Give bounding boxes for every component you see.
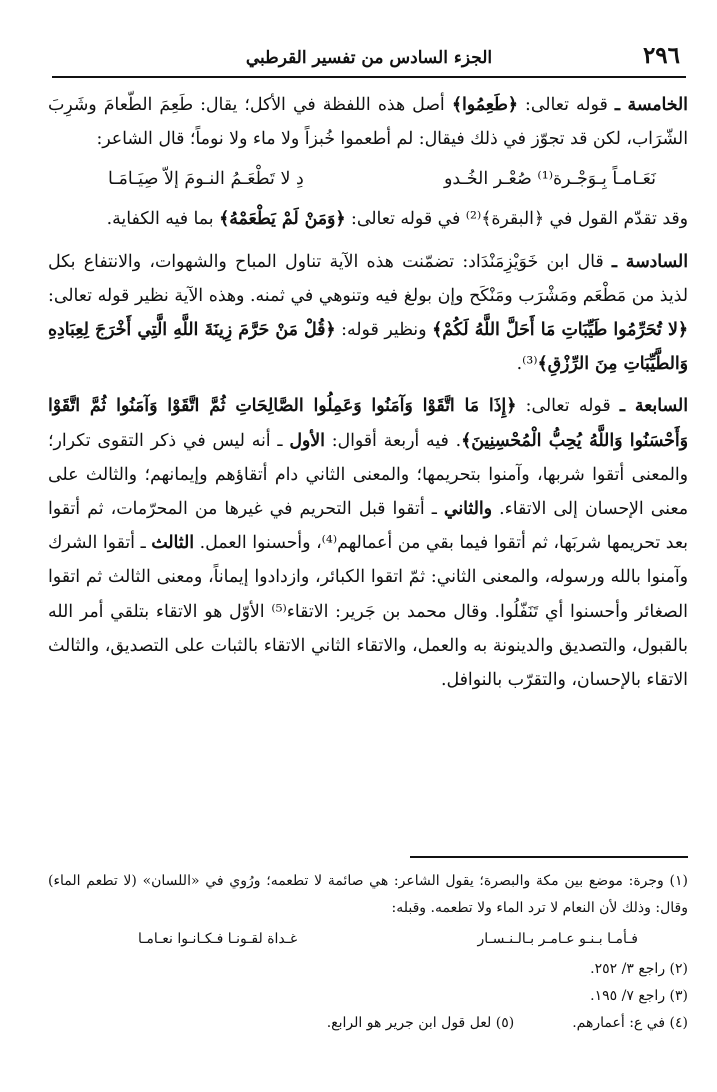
footnote-4: (٤) في ع: أعمارهم. (572, 1015, 688, 1031)
poem-first-hemistich: فـأمـا بـنـو عـامـر بـالـنـسـار (477, 930, 638, 947)
section-7-label: السابعة ـ (619, 396, 688, 417)
footnote-1: (١) وجرة: موضع بين مكة والبصرة؛ يقول الشاعر: هي صائمة لا تطعمه؛ ورُوي في «اللسان» (لا تطعم الماء) وقال: وذلك لأن النعام لا ترد الماء ولا تطعمه. وقبله: (48, 873, 688, 916)
running-title: الجزء السادس من تفسير القرطبي (245, 48, 493, 68)
quran-quote: ﴿وَمَنْ لَمْ يَطْعَمْهُ﴾ (219, 209, 346, 230)
opinion-third-label: الثالث (151, 533, 195, 554)
verse-second-hemistich: دِ لا تَطْعَـمُ النـومَ إلاّ صِيَـامَـا (108, 169, 304, 190)
footnote-separator (410, 856, 688, 858)
page-header (52, 40, 686, 78)
section-6-paragraph: السادسة ـ قال ابن خَوَيْزِمَنْدَاد: تضمّنت هذه الآية تناول المباح والشهوات، والانتفاع بكل لذيذ من مَطْعَم ومَشْرَب ومَنْكَح وإن بولغ فيه وتنوهي في ثمنه. وهذه الآية نظير قوله تعالى: ﴿لا تُحَرِّمُوا طَيِّبَاتِ مَا أَحَلَّ اللَّهُ لَكُمْ﴾ ونظير قوله: ﴿قُلْ مَنْ حَرَّمَ زِينَةَ اللَّهِ الَّتِي أَخْرَجَ لِعِبَادِهِ وَالطَّيِّبَاتِ مِنَ الرِّزْقِ﴾⁽³⁾. (48, 251, 689, 375)
section-5-paragraph: الخامسة ـ قوله تعالى: ﴿طَعِمُوا﴾ أصل هذه اللفظة في الأكل؛ يقال: طَعِمَ الطّعامَ وشَرِبَ الشّرَاب، لكن قد تجوّز في ذلك فيقال: لم أطعموا خُبزاً ولا ماء ولا نوماً؛ قال الشاعر: (48, 95, 688, 150)
section-5-continuation: وقد تقدّم القول في ﴿البقرة﴾⁽²⁾ في قوله تعالى: ﴿وَمَنْ لَمْ يَطْعَمْهُ﴾ بما فيه الكفاية. (106, 209, 688, 230)
page-number: ٢٩٦ (642, 42, 680, 69)
section-5-label: الخامسة ـ (614, 95, 688, 115)
quran-quote: ﴿قُلْ مَنْ حَرَّمَ زِينَةَ اللَّهِ الَّتِي أَخْرَجَ لِعِبَادِهِ وَالطَّيِّبَاتِ مِنَ الرِّزْقِ﴾ (48, 320, 688, 375)
main-text (48, 88, 688, 697)
footnote-5: (٥) لعل قول ابن جرير هو الرابع. (326, 1015, 515, 1031)
quran-quote: ﴿إِذَا مَا اتَّقَوْا وَآمَنُوا وَعَمِلُوا الصَّالِحَاتِ ثُمَّ اتَّقَوْا وَآمَنُوا ثُمَّ اتَّقَوْا وَأَحْسَنُوا وَاللَّهُ يُحِبُّ الْمُحْسِنِينَ﴾ (48, 396, 688, 451)
footnotes (48, 868, 688, 1037)
section-7-paragraph: السابعة ـ قوله تعالى: ﴿إِذَا مَا اتَّقَوْا وَآمَنُوا وَعَمِلُوا الصَّالِحَاتِ ثُمَّ اتَّقَوْا وَآمَنُوا ثُمَّ اتَّقَوْا وَأَحْسَنُوا وَاللَّهُ يُحِبُّ الْمُحْسِنِينَ﴾. فيه أربعة أقوال: الأول ـ أنه ليس في ذكر التقوى تكرار؛ والمعنى أتقوا شربها، وآمنوا بتحريمها؛ والمعنى الثاني دام أتقاؤهم وإيمانهم؛ والثالث على معنى الإحسان إلى الاتقاء. والثاني ـ أتقوا قبل التحريم في غيرها من المحرّمات، ثم أتقوا بعد تحريمها شربَها، ثم أتقوا فيما بقي من أعمالهم⁽⁴⁾، وأحسنوا العمل. الثالث ـ أتقوا الشرك وآمنوا بالله ورسوله، والمعنى الثاني: ثمّ اتقوا الكبائر، وازدادوا إيماناً، ومعنى الثالث ثم اتقوا الصغائر وأحسنوا أي تَنَفّلُوا. وقال محمد بن جَرير: الاتقاء⁽⁵⁾ الأوّل هو الاتقاء بتلقي أمر الله بالقبول، والتصديق والدينونة به والعمل، والاتقاء الثاني الاتقاء بالثبات على التصديق، والثالث الاتقاء بالإحسان، والتقرّب بالنوافل. (48, 396, 688, 691)
section-6-label: السادسة ـ (611, 251, 688, 272)
footnote-poem (48, 922, 688, 956)
verse-first-hemistich: نَعَـامـاً بِـوَجْـرة⁽¹⁾ صُعْـر الخُـدو (443, 169, 656, 190)
footnote-row (48, 1010, 688, 1037)
footnote-2: (٢) راجع ٣/ ٢٥٢. (590, 961, 688, 977)
poem-second-hemistich: غـداة لقـونـا فـكـانـوا نعـامـا (138, 930, 298, 947)
footnote-3: (٣) راجع ٧/ ١٩٥. (590, 988, 688, 1004)
poetry-verse (48, 156, 688, 202)
opinion-second-label: والثاني (443, 499, 493, 520)
opinion-first-label: الأول (289, 430, 325, 451)
quran-quote: ﴿طَعِمُوا﴾ (451, 95, 518, 115)
quran-quote: ﴿لا تُحَرِّمُوا طَيِّبَاتِ مَا أَحَلَّ اللَّهُ لَكُمْ﴾ (432, 320, 689, 341)
